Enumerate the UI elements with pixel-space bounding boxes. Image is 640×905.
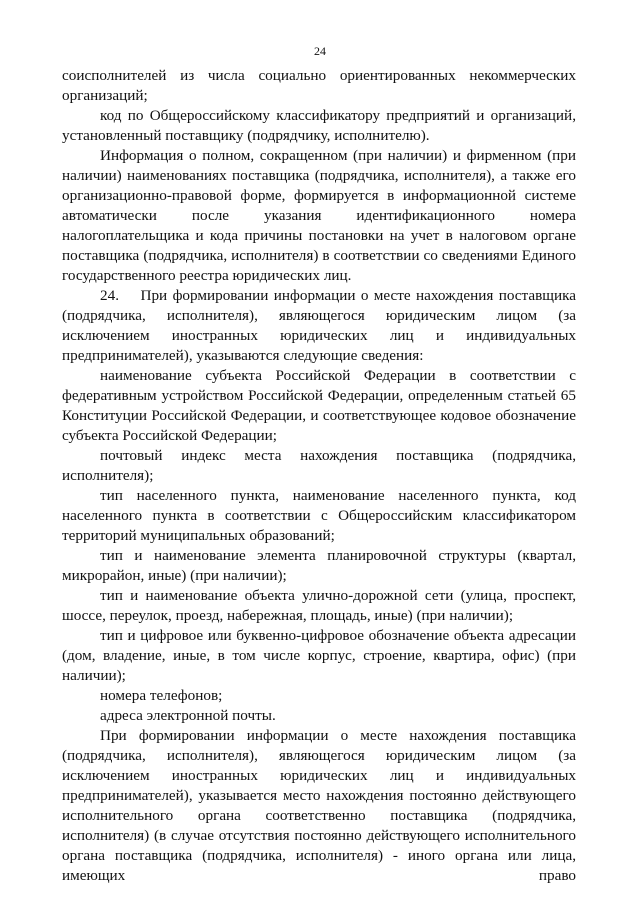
paragraph-3: Информация о полном, сокращенном (при наличии) и фирменном (при наличии) наименованиях поставщика (подрядчика, исполнителя), а также его организационно-правовой форме, формируется в информационной системе автоматически после указания идентификационного номера налогоплательщика и кода причины постановки на учет в налоговом органе поставщика (подрядчика, исполнителя) в соответствии со сведениями Единого государственного реестра юридических лиц. <box>62 147 576 284</box>
paragraph-1: соисполнителей из числа социально ориентированных некоммерческих организаций; <box>62 67 576 104</box>
paragraph-5: наименование субъекта Российской Федерации в соответствии с федеративным устройством Российской Федерации, определенным статьей 65 Конституции Российской Федерации, и соответствующее кодовое обозначение субъекта Российской Федерации; <box>62 367 576 444</box>
paragraph-6: почтовый индекс места нахождения поставщика (подрядчика, исполнителя); <box>62 447 576 484</box>
paragraph-2: код по Общероссийскому классификатору предприятий и организаций, установленный поставщику (подрядчику, исполнителю). <box>62 107 576 144</box>
paragraph-7: тип населенного пункта, наименование населенного пункта, код населенного пункта в соответствии с Общероссийским классификатором территорий муниципальных образований; <box>62 487 576 544</box>
paragraph-10: тип и цифровое или буквенно-цифровое обозначение объекта адресации (дом, владение, иные, в том числе корпус, строение, квартира, офис) (при наличии); <box>62 627 576 684</box>
document-body <box>62 66 576 886</box>
paragraph-11: номера телефонов; <box>100 687 223 704</box>
paragraph-4: 24. При формировании информации о месте нахождения поставщика (подрядчика, исполнителя), являющегося юридическим лицом (за исключением иностранных юридических лиц и индивидуальных предпринимателей), указываются следующие сведения: <box>62 287 576 364</box>
paragraph-9: тип и наименование объекта улично-дорожной сети (улица, проспект, шоссе, переулок, проезд, набережная, площадь, иные) (при наличии); <box>62 587 576 624</box>
paragraph-13: При формировании информации о месте нахождения поставщика (подрядчика, исполнителя), являющегося юридическим лицом (за исключением иностранных юридических лиц и индивидуальных предпринимателей), указывается место нахождения постоянно действующего исполнительного органа соответственно поставщика (подрядчика, исполнителя) (в случае отсутствия постоянно действующего исполнительного органа поставщика (подрядчика, исполнителя) - иного органа или лица, имеющих право <box>62 727 576 884</box>
paragraph-8: тип и наименование элемента планировочной структуры (квартал, микрорайон, иные) (при наличии); <box>62 547 576 584</box>
page-number: 24 <box>314 44 326 58</box>
paragraph-12: адреса электронной почты. <box>100 707 276 724</box>
